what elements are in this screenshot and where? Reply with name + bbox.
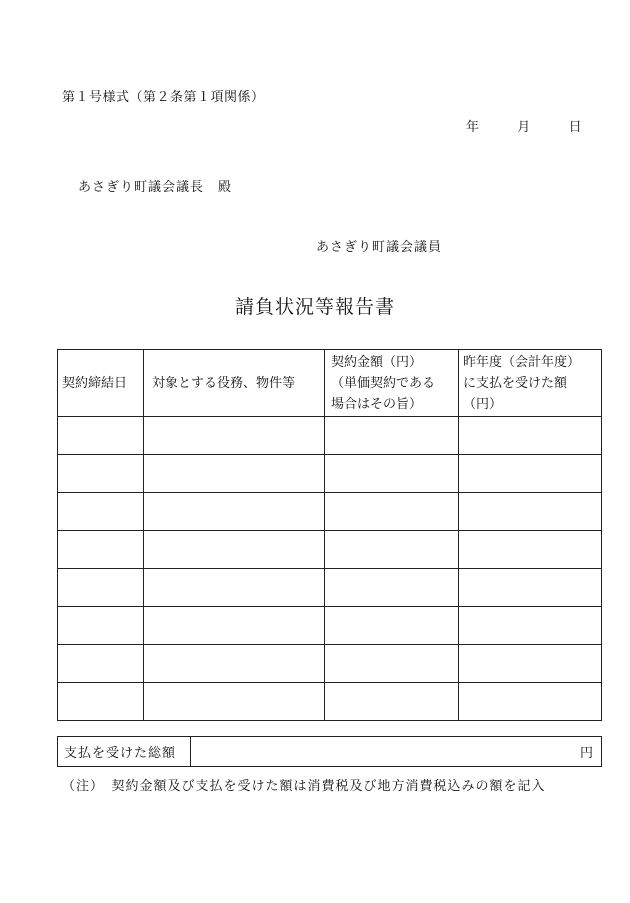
header-line: 場合はその旨） [331, 396, 423, 412]
total-table [57, 736, 602, 767]
table-cell[interactable] [459, 455, 602, 493]
table-cell[interactable] [144, 569, 325, 607]
header-contract-date [58, 350, 144, 417]
total-row [58, 737, 602, 767]
table-cell[interactable] [58, 683, 144, 721]
table-cell[interactable] [325, 417, 459, 455]
table-cell[interactable] [144, 417, 325, 455]
document-title: 請負状況等報告書 [234, 296, 395, 318]
table-cell[interactable] [58, 455, 144, 493]
table-cell[interactable] [144, 493, 325, 531]
note: （注） 契約金額及び支払を受けた額は消費税及び地方消費税込みの額を記入 [62, 779, 546, 794]
table-cell[interactable] [459, 569, 602, 607]
date-month-label: 月 [517, 120, 531, 135]
table-row [58, 455, 602, 493]
table-cell[interactable] [459, 417, 602, 455]
table-row [58, 607, 602, 645]
table-cell[interactable] [58, 531, 144, 569]
table-cell[interactable] [58, 607, 144, 645]
header-line: 対象とする役務、物件等 [152, 375, 296, 391]
table-row [58, 417, 602, 455]
form-number: 第１号様式（第２条第１項関係） [62, 90, 265, 105]
header-line: 契約締結日 [62, 375, 128, 391]
table-cell[interactable] [325, 607, 459, 645]
total-amount-cell[interactable] [191, 737, 602, 767]
table-cell[interactable] [58, 417, 144, 455]
table-row [58, 645, 602, 683]
date-day-label: 日 [568, 120, 582, 135]
table-cell[interactable] [325, 645, 459, 683]
table-cell[interactable] [325, 683, 459, 721]
header-line: （円） [463, 396, 503, 412]
table-cell[interactable] [144, 645, 325, 683]
header-line: 昨年度（会計年度） [463, 354, 581, 370]
table-cell[interactable] [325, 493, 459, 531]
table-cell[interactable] [459, 683, 602, 721]
header-row [58, 350, 602, 417]
header-contract-amount [325, 350, 459, 417]
table-cell[interactable] [58, 645, 144, 683]
table-row [58, 531, 602, 569]
table-cell[interactable] [325, 455, 459, 493]
report-table-body [58, 417, 602, 721]
header-line: 契約金額（円） [331, 354, 423, 370]
table-cell[interactable] [459, 531, 602, 569]
table-cell[interactable] [459, 493, 602, 531]
table-cell[interactable] [325, 569, 459, 607]
table-cell[interactable] [325, 531, 459, 569]
table-cell[interactable] [144, 455, 325, 493]
header-line: （単価契約である [331, 375, 436, 391]
sender: あさぎり町議会議員 [316, 240, 443, 255]
table-cell[interactable] [144, 607, 325, 645]
addressee: あさぎり町議会議長 殿 [78, 180, 233, 195]
table-cell[interactable] [459, 645, 602, 683]
date-year-label: 年 [466, 120, 480, 135]
header-paid-last-year [459, 350, 602, 417]
date-line [466, 116, 582, 135]
table-cell[interactable] [459, 607, 602, 645]
report-table [57, 349, 602, 721]
table-cell[interactable] [58, 569, 144, 607]
total-label: 支払を受けた総額 [58, 737, 191, 767]
table-row [58, 569, 602, 607]
table-cell[interactable] [144, 683, 325, 721]
table-row [58, 493, 602, 531]
table-row [58, 683, 602, 721]
table-cell[interactable] [58, 493, 144, 531]
total-unit: 円 [579, 746, 593, 761]
header-line: に支払を受けた額 [463, 375, 568, 391]
table-cell[interactable] [144, 531, 325, 569]
header-subject [144, 350, 325, 417]
